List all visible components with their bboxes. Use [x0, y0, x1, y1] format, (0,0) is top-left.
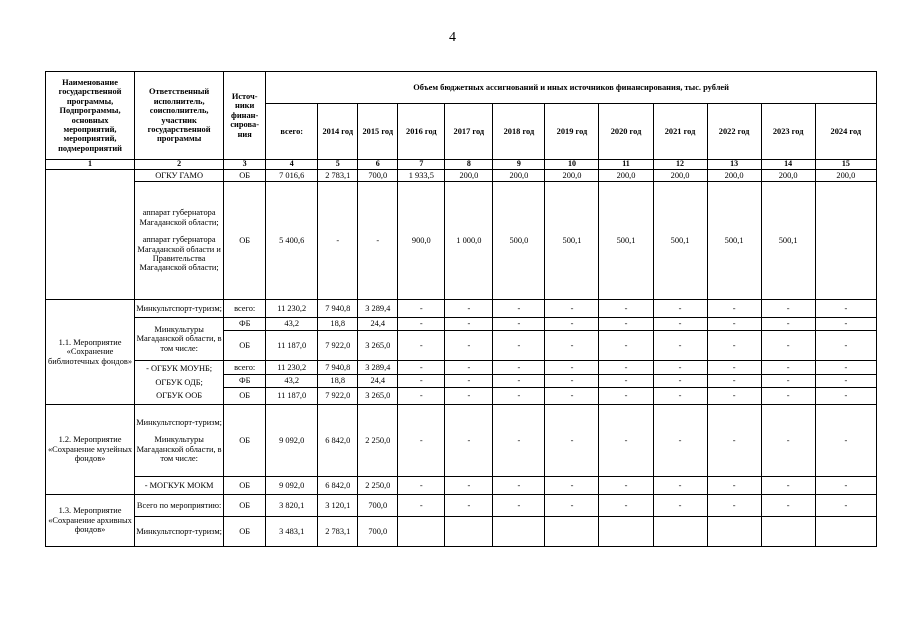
source-cell: ОБ [224, 477, 266, 495]
value-cell: - [493, 477, 545, 495]
value-cell: - [707, 477, 761, 495]
table-row [46, 300, 877, 318]
value-cell: - [653, 477, 707, 495]
value-cell: - [761, 300, 815, 318]
empty-cell [445, 517, 493, 547]
value-cell: 7 016,6 [266, 170, 318, 182]
value-cell: 7 922,0 [318, 388, 358, 405]
value-cell: - [493, 300, 545, 318]
value-cell: 3 265,0 [358, 388, 398, 405]
column-number: 15 [815, 160, 876, 170]
header-year: 2018 год [493, 104, 545, 160]
value-cell: - [545, 405, 599, 477]
value-cell: - [707, 388, 761, 405]
value-cell: - [761, 375, 815, 388]
value-cell: - [599, 495, 653, 517]
value-cell: - [493, 361, 545, 375]
value-cell: 900,0 [398, 182, 445, 300]
value-cell: - [445, 318, 493, 331]
executor-cell: Минкультспорт-туризм; [135, 517, 224, 547]
measure-name: 1.1. Мероприятие «Сохранение библиотечных фондов» [46, 300, 135, 405]
source-cell: ОБ [224, 182, 266, 300]
value-cell: 7 922,0 [318, 331, 358, 361]
value-cell: - [653, 318, 707, 331]
value-cell: - [493, 331, 545, 361]
value-cell: 700,0 [358, 170, 398, 182]
value-cell: 3 820,1 [266, 495, 318, 517]
value-cell: 11 187,0 [266, 388, 318, 405]
executor-text: Минкультспорт-туризм; [136, 417, 222, 427]
executor-text: ОГБУК ООБ [156, 391, 203, 401]
value-cell: 500,1 [761, 182, 815, 300]
header-year: 2022 год [707, 104, 761, 160]
column-number: 2 [135, 160, 224, 170]
column-number: 8 [445, 160, 493, 170]
source-cell: всего: [224, 361, 266, 375]
value-cell: 43,2 [266, 375, 318, 388]
empty-cell [545, 517, 599, 547]
value-cell: - [653, 331, 707, 361]
value-cell: 200,0 [445, 170, 493, 182]
value-cell: - [545, 477, 599, 495]
executor-cell [135, 405, 224, 477]
header-program-name: Наименование государственной программы, Подпрограммы, основных мероприятий, мероприятий, подмероприятий [46, 72, 135, 160]
program-name-cell [46, 170, 135, 300]
value-cell: - [493, 375, 545, 388]
value-cell: - [599, 477, 653, 495]
value-cell: - [493, 405, 545, 477]
value-cell: - [815, 477, 876, 495]
value-cell: - [545, 375, 599, 388]
value-cell: - [653, 300, 707, 318]
table-row [46, 477, 877, 495]
value-cell: - [707, 361, 761, 375]
value-cell: 500,0 [493, 182, 545, 300]
value-cell: 1 933,5 [398, 170, 445, 182]
table-row [46, 495, 877, 517]
value-cell: 18,8 [318, 318, 358, 331]
empty-cell [493, 517, 545, 547]
value-cell: 200,0 [761, 170, 815, 182]
value-cell: - [445, 388, 493, 405]
executor-text: аппарат губернатора Магаданской области и Правительства Магаданской области; [137, 235, 221, 273]
header-year: 2020 год [599, 104, 653, 160]
value-cell: - [707, 375, 761, 388]
value-cell: - [398, 375, 445, 388]
value-cell: - [761, 405, 815, 477]
value-cell: - [398, 318, 445, 331]
source-cell: ОБ [224, 405, 266, 477]
value-cell: - [599, 405, 653, 477]
executor-cell [135, 182, 224, 300]
value-cell: - [398, 361, 445, 375]
executor-cell: Всего по мероприятию: [135, 495, 224, 517]
value-cell: 3 289,4 [358, 361, 398, 375]
value-cell: - [761, 331, 815, 361]
column-number: 9 [493, 160, 545, 170]
value-cell: - [707, 495, 761, 517]
header-year: 2017 год [445, 104, 493, 160]
value-cell: 2 250,0 [358, 405, 398, 477]
empty-cell [398, 517, 445, 547]
value-cell: - [358, 182, 398, 300]
value-cell: - [599, 388, 653, 405]
empty-cell [707, 517, 761, 547]
column-number: 13 [707, 160, 761, 170]
value-cell: 6 842,0 [318, 477, 358, 495]
page-number: 4 [449, 30, 456, 45]
value-cell: - [445, 331, 493, 361]
value-cell: - [445, 361, 493, 375]
value-cell: - [599, 318, 653, 331]
value-cell: - [761, 477, 815, 495]
value-cell: 2 783,1 [318, 517, 358, 547]
header-total: всего: [266, 104, 318, 160]
budget-table [45, 71, 877, 547]
value-cell: 200,0 [493, 170, 545, 182]
value-cell: - [545, 388, 599, 405]
table-row [46, 318, 877, 331]
value-cell: 11 230,2 [266, 361, 318, 375]
header-year: 2015 год [358, 104, 398, 160]
value-cell: - [545, 318, 599, 331]
value-cell: - [398, 388, 445, 405]
header-year: 2023 год [761, 104, 815, 160]
value-cell: 500,1 [599, 182, 653, 300]
column-number: 1 [46, 160, 135, 170]
value-cell: - [398, 495, 445, 517]
column-number: 7 [398, 160, 445, 170]
executor-text: ОГБУК ОДБ; [155, 377, 203, 387]
value-cell: - [445, 300, 493, 318]
value-cell: 1 000,0 [445, 182, 493, 300]
header-year: 2014 год [318, 104, 358, 160]
value-cell: - [398, 331, 445, 361]
value-cell: - [445, 375, 493, 388]
value-cell: 18,8 [318, 375, 358, 388]
value-cell: - [815, 361, 876, 375]
executor-text: аппарат губернатора Магаданской области; [139, 208, 219, 227]
source-cell: ОБ [224, 331, 266, 361]
column-number: 4 [266, 160, 318, 170]
value-cell: - [493, 388, 545, 405]
value-cell: - [761, 361, 815, 375]
value-cell: - [815, 318, 876, 331]
value-cell: 7 940,8 [318, 300, 358, 318]
value-cell: - [761, 388, 815, 405]
value-cell: 9 092,0 [266, 477, 318, 495]
value-cell: - [653, 405, 707, 477]
value-cell: 3 265,0 [358, 331, 398, 361]
value-cell: 700,0 [358, 495, 398, 517]
value-cell: - [815, 388, 876, 405]
value-cell: 5 400,6 [266, 182, 318, 300]
source-cell: ФБ [224, 318, 266, 331]
value-cell: - [599, 331, 653, 361]
header-source: Источ-ники финан-сирова-ния [224, 72, 266, 160]
value-cell: 200,0 [707, 170, 761, 182]
value-cell: 200,0 [653, 170, 707, 182]
value-cell: - [761, 318, 815, 331]
value-cell: - [653, 361, 707, 375]
column-number: 10 [545, 160, 599, 170]
value-cell: - [545, 495, 599, 517]
empty-cell [815, 517, 876, 547]
empty-cell [653, 517, 707, 547]
source-cell: всего: [224, 300, 266, 318]
value-cell: - [398, 405, 445, 477]
value-cell: - [398, 300, 445, 318]
table-row [46, 405, 877, 477]
source-cell: ОБ [224, 170, 266, 182]
value-cell: - [653, 388, 707, 405]
value-cell: - [493, 495, 545, 517]
value-cell: - [815, 495, 876, 517]
value-cell: 7 940,8 [318, 361, 358, 375]
value-cell: 24,4 [358, 318, 398, 331]
executor-text: Минкультуры Магаданской области, в том числе: [136, 435, 222, 463]
executor-cell: ОГКУ ГАМО [135, 170, 224, 182]
value-cell: - [653, 495, 707, 517]
value-cell: - [445, 495, 493, 517]
header-year: 2016 год [398, 104, 445, 160]
executor-cell: Минкультуры Магаданской области, в том числе: [135, 318, 224, 361]
value-cell: - [545, 361, 599, 375]
value-cell: 11 187,0 [266, 331, 318, 361]
value-cell: - [599, 375, 653, 388]
value-cell: - [599, 300, 653, 318]
value-cell: 2 783,1 [318, 170, 358, 182]
value-cell: - [815, 300, 876, 318]
value-cell: 11 230,2 [266, 300, 318, 318]
source-cell: ФБ [224, 375, 266, 388]
table-row [46, 182, 877, 300]
value-cell: - [707, 318, 761, 331]
value-cell: 6 842,0 [318, 405, 358, 477]
executor-cell: Минкультспорт-туризм; [135, 300, 224, 318]
value-cell: - [599, 361, 653, 375]
source-cell: ОБ [224, 517, 266, 547]
value-cell: - [545, 331, 599, 361]
value-cell: - [707, 331, 761, 361]
value-cell: - [493, 318, 545, 331]
value-cell: - [815, 405, 876, 477]
column-number: 5 [318, 160, 358, 170]
measure-name: 1.2. Мероприятие «Сохранение музейных фондов» [46, 405, 135, 495]
table-row [46, 361, 877, 375]
value-cell: 9 092,0 [266, 405, 318, 477]
header-funding: Объем бюджетных ассигнований и иных источников финансирования, тыс. рублей [266, 72, 877, 104]
value-cell: 3 120,1 [318, 495, 358, 517]
value-cell: - [445, 477, 493, 495]
header-year: 2024 год [815, 104, 876, 160]
value-cell: 700,0 [358, 517, 398, 547]
value-cell: 3 483,1 [266, 517, 318, 547]
value-cell: - [545, 300, 599, 318]
value-cell: - [318, 182, 358, 300]
header-year: 2019 год [545, 104, 599, 160]
value-cell: 43,2 [266, 318, 318, 331]
column-number: 11 [599, 160, 653, 170]
value-cell: - [445, 405, 493, 477]
empty-cell [761, 517, 815, 547]
value-cell: 3 289,4 [358, 300, 398, 318]
value-cell: - [707, 405, 761, 477]
measure-name: 1.3. Мероприятие «Сохранение архивных фондов» [46, 495, 135, 547]
value-cell: 500,1 [707, 182, 761, 300]
column-number: 12 [653, 160, 707, 170]
value-cell: 500,1 [545, 182, 599, 300]
value-cell: 200,0 [815, 170, 876, 182]
source-cell: ОБ [224, 388, 266, 405]
executor-cell: - МОГКУК МОКМ [135, 477, 224, 495]
value-cell: 500,1 [653, 182, 707, 300]
value-cell: 200,0 [545, 170, 599, 182]
empty-cell [815, 182, 876, 300]
column-number: 3 [224, 160, 266, 170]
executor-cell [135, 361, 224, 405]
value-cell: - [707, 300, 761, 318]
value-cell: - [761, 495, 815, 517]
value-cell: 24,4 [358, 375, 398, 388]
value-cell: 200,0 [599, 170, 653, 182]
table-row [46, 517, 877, 547]
table-row [46, 170, 877, 182]
column-number: 6 [358, 160, 398, 170]
value-cell: - [815, 331, 876, 361]
value-cell: - [815, 375, 876, 388]
column-number: 14 [761, 160, 815, 170]
header-executor: Ответственный исполнитель, соисполнитель, участник государственной программы [135, 72, 224, 160]
empty-cell [599, 517, 653, 547]
executor-text: - ОГБУК МОУНБ; [146, 364, 213, 374]
value-cell: - [653, 375, 707, 388]
value-cell: - [398, 477, 445, 495]
source-cell: ОБ [224, 495, 266, 517]
value-cell: 2 250,0 [358, 477, 398, 495]
header-year: 2021 год [653, 104, 707, 160]
